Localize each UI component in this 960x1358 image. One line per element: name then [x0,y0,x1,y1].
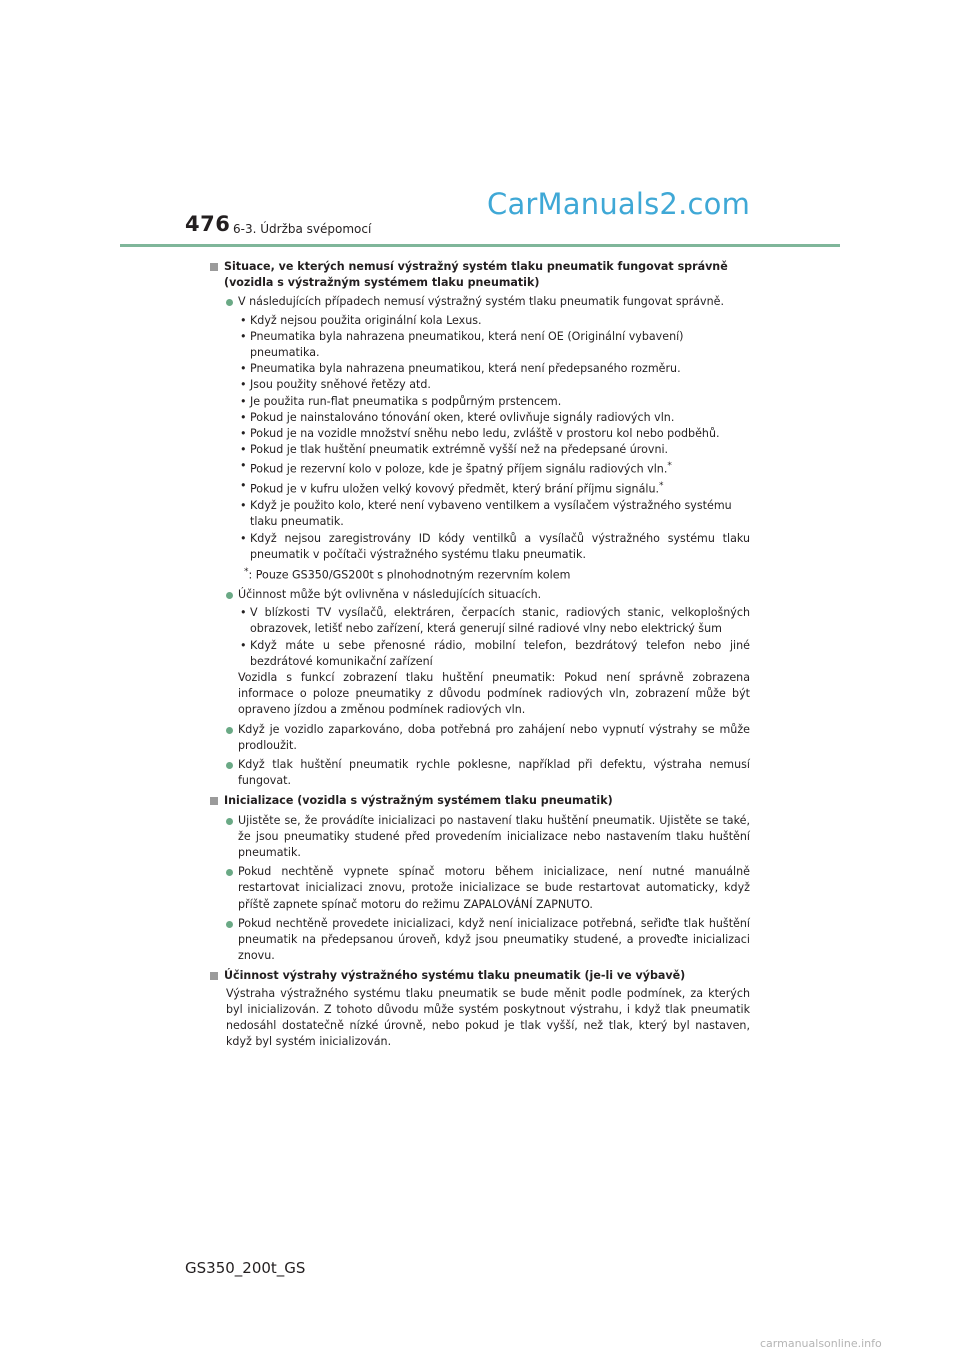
section-heading [210,968,750,984]
list-item: • Pokud je nainstalováno tónování oken, které ovlivňuje signály radiových vln. [240,410,675,424]
condition-list [238,313,750,563]
bullet-paragraph [210,722,750,754]
bullet-paragraph [210,813,750,862]
section-heading [210,793,750,809]
bullet-text: Pokud nechtěně vypnete spínač motoru během inicializace, není nutné manuálně restartovat inicializaci znovu, protože inicializace se bude restartovat automaticky, když příště zapnete spínač motoru do režimu ZAPALOVÁNÍ ZAPNUTO. [238,865,750,911]
footnote-marker: * [667,461,672,472]
watermark: CarManuals2.com [487,187,751,221]
round-bullet-icon [226,818,233,825]
header-rule [120,244,840,247]
bullet-paragraph [210,587,750,603]
list-item: • Když máte u sebe přenosné rádio, mobilní telefon, bezdrátový telefon nebo jiné bezdrátové komunikační zařízení [240,638,750,668]
section-heading-text: Účinnost výstrahy výstražného systému tlaku pneumatik (je-li ve výbavě) [224,969,686,983]
section-heading [210,259,750,291]
square-bullet-icon [210,972,218,980]
footnote-marker: * [659,481,664,492]
round-bullet-icon [226,921,233,928]
section-heading-text: Inicializace (vozidla s výstražným systémem tlaku pneumatik) [224,794,613,808]
list-item: • Když je použito kolo, které není vybaveno ventilkem a vysílačem výstražného systému tlaku pneumatik. [240,499,732,529]
bullet-paragraph [210,864,750,913]
list-item: • Když nejsou zaregistrovány ID kódy ventilků a vysílačů výstražného systému tlaku pneumatik v počítači výstražného systému tlaku pneumatik. [240,531,750,561]
list-item: • Pokud je na vozidle množství sněhu nebo ledu, zvláště v prostoru kol nebo podběhů. [240,427,720,441]
footer-code: GS350_200t_GS [185,1259,306,1277]
round-bullet-icon [226,299,233,306]
bullet-text: Pokud nechtěně provedete inicializaci, když není inicializace potřebná, seřiďte tlak huštění pneumatik na předepsanou úroveň, když jsou pneumatiky studené, a proveďte inicializaci znovu. [238,916,750,963]
round-bullet-icon [226,869,233,876]
list-item: • Pneumatika byla nahrazena pneumatikou, která není předepsaného rozměru. [240,362,681,376]
footnote [244,564,750,584]
list-item: • Pokud je v kufru uložen velký kovový předmět, který brání příjmu signálu.* [240,479,664,497]
round-bullet-icon [226,592,233,599]
bullet-text: Účinnost může být ovlivněna v následujících situacích. [238,587,542,601]
list-item: • V blízkosti TV vysílačů, elektráren, čerpacích stanic, radiových stanic, velkoplošných obrazovek, letišť nebo zařízení, která generují silné radiové vlny nebo elektrický šum [240,606,750,636]
list-item: • Když nejsou použita originální kola Lexus. [240,313,482,327]
page-content [210,255,750,1050]
round-bullet-icon [226,762,233,769]
bullet-text: V následujících případech nemusí výstražný systém tlaku pneumatik fungovat správně. [238,295,724,309]
bullet-text: Když tlak huštění pneumatik rychle poklesne, například při defektu, výstraha nemusí fungovat. [238,757,750,788]
bullet-paragraph [210,916,750,965]
page-number: 476 [185,212,231,236]
paragraph: Vozidla s funkcí zobrazení tlaku huštění pneumatik: Pokud není správně zobrazena informace o poloze pneumatiky z důvodu podmínek radiových vln, zobrazení může být opraveno jízdou a změnou podmínek radiových vln. [238,670,750,717]
bullet-text: Když je vozidlo zaparkováno, doba potřebná pro zahájení nebo vypnutí výstrahy se může prodloužit. [238,722,750,752]
square-bullet-icon [210,263,218,271]
situation-list [238,605,750,670]
footnote-text: : Pouze GS350/GS200t s plnohodnotným rezervním kolem [248,568,571,582]
list-item: • Pokud je rezervní kolo v poloze, kde je špatný příjem signálu radiových vln.* [240,459,672,477]
bullet-paragraph [210,757,750,789]
section-heading-text: Situace, ve kterých nemusí výstražný systém tlaku pneumatik fungovat správně (vozidla s výstražným systémem tlaku pneumatik) [224,260,728,290]
paragraph: Výstraha výstražného systému tlaku pneumatik se bude měnit podle podmínek, za kterých byl inicializován. Z tohoto důvodu může systém poskytnout výstrahu, i když tlak pneumatik nedosáhl dostatečně nízké úrovně, nebo pokud je tlak vyšší, než tlak, který byl nastaven, když byl systém inicializován. [226,986,750,1049]
site-watermark: carmanualsonline.info [760,1337,882,1350]
list-item: • Pokud je tlak huštění pneumatik extrémně vyšší než na předepsané úrovni. [240,443,669,457]
list-item: • Jsou použity sněhové řetězy atd. [240,378,431,392]
bullet-paragraph [210,294,750,310]
list-item: • Pneumatika byla nahrazena pneumatikou, která není OE (Originální vybavení) pneumatika. [240,329,684,360]
round-bullet-icon [226,727,233,734]
square-bullet-icon [210,797,218,805]
list-item: • Je použita run-flat pneumatika s podpůrným prstencem. [240,394,562,408]
section-title: 6-3. Údržba svépomocí [233,222,372,236]
bullet-text: Ujistěte se, že provádíte inicializaci po nastavení tlaku huštění pneumatik. Ujistěte se také, že jsou pneumatiky studené před provedením inicializace nebo nastavením tlaku huštění pneumatik. [238,813,750,859]
footnote-star: * [244,567,249,578]
